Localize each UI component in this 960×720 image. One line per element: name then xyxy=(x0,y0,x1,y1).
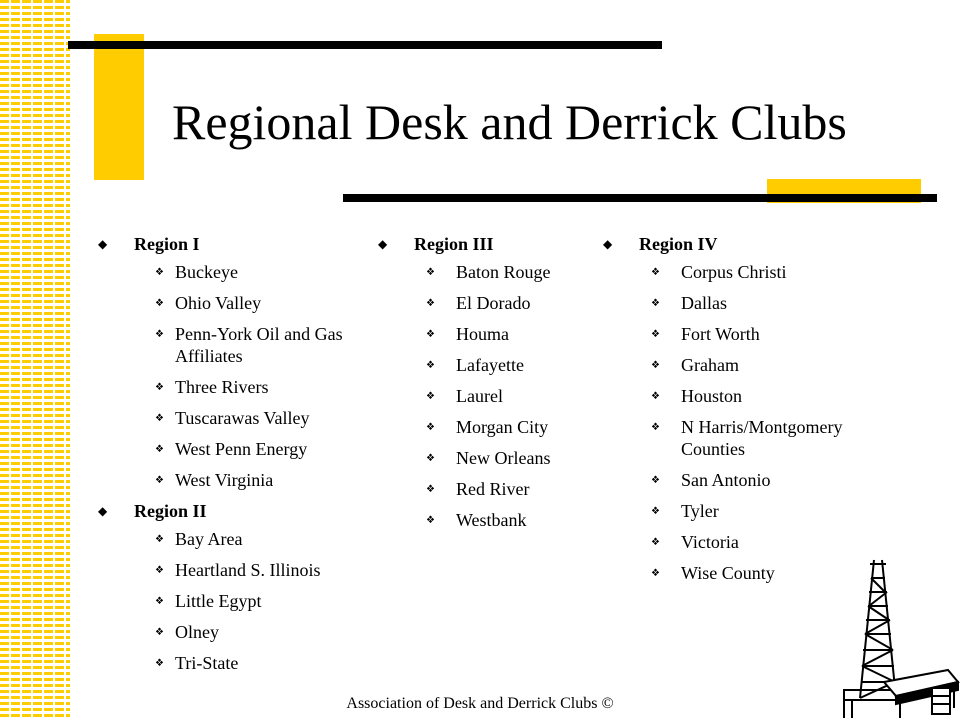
four-point-star-bullet-icon: ❖ xyxy=(651,298,660,309)
four-point-star-bullet-icon: ❖ xyxy=(651,475,660,486)
club-name: Three Rivers xyxy=(175,377,269,397)
list-item xyxy=(98,469,358,491)
list-item xyxy=(378,261,588,283)
column-3 xyxy=(603,230,883,593)
club-name: Laurel xyxy=(456,386,503,406)
diamond-bullet-icon: ◆ xyxy=(98,504,108,518)
slide-title: Regional Desk and Derrick Clubs xyxy=(172,94,847,150)
column-1 xyxy=(98,230,358,683)
club-name: Graham xyxy=(681,355,739,375)
list-item xyxy=(98,261,358,283)
club-name: West Penn Energy xyxy=(175,439,308,459)
club-name: Houston xyxy=(681,386,743,406)
club-name: West Virginia xyxy=(175,470,274,490)
four-point-star-bullet-icon: ❖ xyxy=(155,627,164,638)
club-name: Bay Area xyxy=(175,529,243,549)
list-item xyxy=(603,323,883,345)
region-heading xyxy=(98,233,358,255)
list-item xyxy=(98,528,358,550)
club-name: Fort Worth xyxy=(681,324,760,344)
club-name: Little Egypt xyxy=(175,591,262,611)
club-name: Red River xyxy=(456,479,530,499)
four-point-star-bullet-icon: ❖ xyxy=(155,658,164,669)
club-name: Heartland S. Illinois xyxy=(175,560,321,580)
club-name: Lafayette xyxy=(456,355,524,375)
list-item xyxy=(603,292,883,314)
four-point-star-bullet-icon: ❖ xyxy=(651,267,660,278)
left-decorative-stripes xyxy=(0,0,70,720)
club-name: Olney xyxy=(175,622,219,642)
bottom-rule xyxy=(343,194,937,202)
four-point-star-bullet-icon: ❖ xyxy=(155,475,164,486)
region-label: Region IV xyxy=(639,234,718,254)
four-point-star-bullet-icon: ❖ xyxy=(426,515,435,526)
four-point-star-bullet-icon: ❖ xyxy=(426,484,435,495)
column-2 xyxy=(378,230,588,540)
club-name: Buckeye xyxy=(175,262,238,282)
list-item xyxy=(603,385,883,407)
four-point-star-bullet-icon: ❖ xyxy=(155,267,164,278)
club-name: Westbank xyxy=(456,510,527,530)
club-name: Penn-York Oil and Gas Affiliates xyxy=(175,324,343,366)
diamond-bullet-icon: ◆ xyxy=(378,237,388,251)
four-point-star-bullet-icon: ❖ xyxy=(426,329,435,340)
club-name: Ohio Valley xyxy=(175,293,262,313)
four-point-star-bullet-icon: ❖ xyxy=(155,596,164,607)
list-item xyxy=(378,354,588,376)
list-item xyxy=(378,509,588,531)
list-item xyxy=(603,261,883,283)
four-point-star-bullet-icon: ❖ xyxy=(651,391,660,402)
four-point-star-bullet-icon: ❖ xyxy=(426,453,435,464)
club-name: Wise County xyxy=(681,563,775,583)
region-heading xyxy=(378,233,588,255)
list-item xyxy=(98,407,358,429)
four-point-star-bullet-icon: ❖ xyxy=(426,267,435,278)
four-point-star-bullet-icon: ❖ xyxy=(155,444,164,455)
diamond-bullet-icon: ◆ xyxy=(603,237,613,251)
four-point-star-bullet-icon: ❖ xyxy=(426,422,435,433)
club-name: Houma xyxy=(456,324,509,344)
region-heading xyxy=(98,500,358,522)
list-item xyxy=(378,447,588,469)
four-point-star-bullet-icon: ❖ xyxy=(651,568,660,579)
club-name: Tri-State xyxy=(175,653,239,673)
list-item xyxy=(98,323,358,367)
list-item xyxy=(98,559,358,581)
club-name: N Harris/Montgomery Counties xyxy=(681,417,843,459)
list-item xyxy=(378,478,588,500)
list-item xyxy=(378,292,588,314)
title-accent-block xyxy=(94,34,144,180)
list-item xyxy=(378,385,588,407)
list-item xyxy=(98,376,358,398)
four-point-star-bullet-icon: ❖ xyxy=(155,298,164,309)
diamond-bullet-icon: ◆ xyxy=(98,237,108,251)
list-item xyxy=(603,416,883,460)
four-point-star-bullet-icon: ❖ xyxy=(155,413,164,424)
club-name: San Antonio xyxy=(681,470,771,490)
club-name: Tyler xyxy=(681,501,719,521)
club-name: Morgan City xyxy=(456,417,549,437)
footer-copyright: Association of Desk and Derrick Clubs © xyxy=(346,695,614,712)
club-name: Corpus Christi xyxy=(681,262,787,282)
list-item xyxy=(98,292,358,314)
region-label: Region II xyxy=(134,501,207,521)
list-item xyxy=(603,354,883,376)
list-item xyxy=(98,590,358,612)
region-label: Region I xyxy=(134,234,200,254)
list-item xyxy=(98,438,358,460)
region-label: Region III xyxy=(414,234,494,254)
four-point-star-bullet-icon: ❖ xyxy=(426,298,435,309)
four-point-star-bullet-icon: ❖ xyxy=(651,537,660,548)
four-point-star-bullet-icon: ❖ xyxy=(426,360,435,371)
four-point-star-bullet-icon: ❖ xyxy=(155,534,164,545)
club-name: Dallas xyxy=(681,293,727,313)
club-name: New Orleans xyxy=(456,448,551,468)
club-name: Tuscarawas Valley xyxy=(175,408,310,428)
four-point-star-bullet-icon: ❖ xyxy=(155,565,164,576)
list-item xyxy=(603,531,883,553)
list-item xyxy=(98,652,358,674)
four-point-star-bullet-icon: ❖ xyxy=(651,422,660,433)
club-name: El Dorado xyxy=(456,293,531,313)
list-item xyxy=(378,323,588,345)
top-rule xyxy=(68,41,662,49)
four-point-star-bullet-icon: ❖ xyxy=(651,360,660,371)
list-item xyxy=(603,500,883,522)
list-item xyxy=(603,469,883,491)
region-heading xyxy=(603,233,883,255)
list-item xyxy=(98,621,358,643)
club-name: Victoria xyxy=(681,532,739,552)
four-point-star-bullet-icon: ❖ xyxy=(155,382,164,393)
four-point-star-bullet-icon: ❖ xyxy=(155,329,164,340)
four-point-star-bullet-icon: ❖ xyxy=(426,391,435,402)
four-point-star-bullet-icon: ❖ xyxy=(651,506,660,517)
list-item xyxy=(378,416,588,438)
club-name: Baton Rouge xyxy=(456,262,551,282)
four-point-star-bullet-icon: ❖ xyxy=(651,329,660,340)
